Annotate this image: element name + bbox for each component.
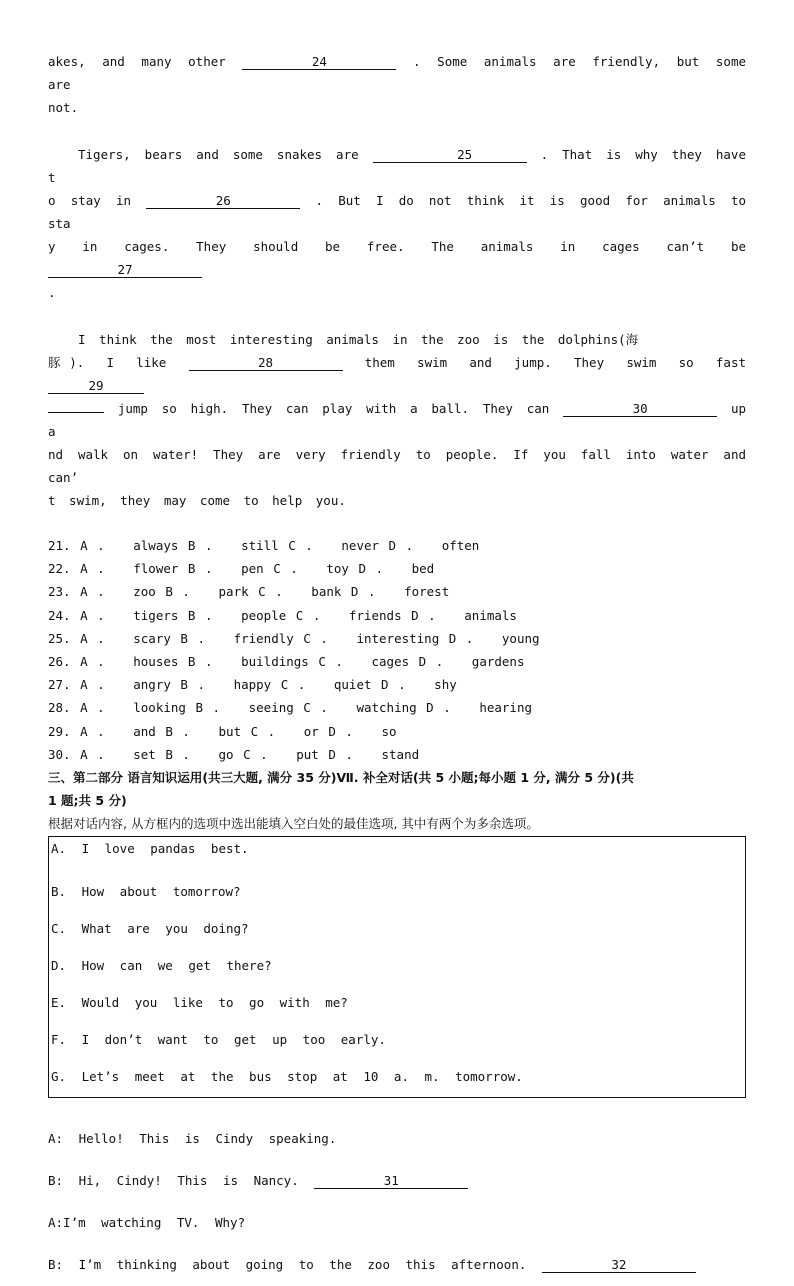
blank-25: 25: [373, 148, 527, 163]
choice-a: A. I love pandas best.: [51, 841, 249, 857]
answer-options: [48, 534, 746, 766]
blank-29: 29: [48, 379, 144, 394]
blank-24: 24: [242, 55, 396, 70]
dialog-line: [48, 1244, 746, 1286]
passage-line: [48, 351, 746, 397]
choice-c: C. What are you doing?: [51, 921, 249, 937]
passage-line: t swim, they may come to help you.: [48, 493, 346, 508]
section-title-continued: 1 题;共 5 分): [48, 793, 127, 809]
choice-b: B. How about tomorrow?: [51, 884, 241, 900]
option-row-21: 21. A . always B . still C . never D . often: [48, 538, 480, 553]
option-row-25: 25. A . scary B . friendly C . interesting D . young: [48, 630, 540, 646]
option-row-24: 24. A . tigers B . people C . friends D . animals: [48, 607, 517, 623]
dialog-text: B: Hi, Cindy! This is Nancy.: [48, 1173, 299, 1189]
blank-29-continued: [48, 412, 104, 413]
passage-text: . That is why they have t: [48, 147, 746, 185]
option-row-28: 28. A . looking B . seeing C . watching D . hearing: [48, 700, 533, 716]
choice-d: D. How can we get there?: [51, 958, 272, 974]
dialog-line: [48, 1160, 746, 1202]
passage-text: them swim and jump. They swim so fast: [364, 355, 746, 370]
dialog-line: A:I’m watching TV. Why?: [48, 1215, 246, 1231]
passage-text: jump so high. They can play with a ball. They can: [117, 401, 550, 416]
blank-30: 30: [563, 402, 717, 417]
passage-line: [48, 189, 746, 235]
blank-28: 28: [189, 356, 343, 371]
passage-line: [48, 397, 746, 443]
section-title: 三、第二部分 语言知识运用(共三大题, 满分 35 分)Ⅶ. 补全对话(共 5 小题;每小题 1 分, 满分 5 分)(共: [48, 770, 634, 786]
passage-line: I think the most interesting animals in the zoo is the dolphins(海: [78, 332, 639, 347]
passage-line: not.: [48, 100, 79, 115]
worksheet-page: [48, 50, 746, 1286]
choice-g: G. Let’s meet at the bus stop at 10 a. m. tomorrow.: [51, 1069, 523, 1085]
section-instruction: 根据对话内容, 从方框内的选项中选出能填入空白处的最佳选项, 其中有两个为多余选项。: [48, 816, 539, 832]
passage-line: .: [48, 285, 56, 300]
dialog: [48, 1118, 746, 1286]
passage-line: nd walk on water! They are very friendly to people. If you fall into water and can’: [48, 447, 746, 485]
choice-e: E. Would you like to go with me?: [51, 995, 348, 1011]
passage-text: . Some animals are friendly, but some are: [48, 54, 747, 92]
passage-text: up a: [48, 401, 747, 439]
passage-line: [48, 50, 746, 96]
passage-text: y in cages. They should be free. The animals in cages can’t be: [48, 239, 746, 254]
blank-32: 32: [542, 1258, 696, 1273]
choice-f: F. I don’t want to get up too early.: [51, 1032, 386, 1048]
dialog-line: A: Hello! This is Cindy speaking.: [48, 1131, 337, 1147]
blank-31: 31: [314, 1174, 468, 1189]
option-row-29: 29. A . and B . but C . or D . so: [48, 723, 397, 739]
passage-text: o stay in: [48, 193, 132, 208]
blank-27: 27: [48, 263, 202, 278]
cloze-passage: [48, 50, 746, 512]
option-row-27: 27. A . angry B . happy C . quiet D . shy: [48, 677, 457, 693]
passage-text: 豚). I like: [48, 355, 167, 370]
option-row-23: 23. A . zoo B . park C . bank D . forest: [48, 584, 450, 600]
option-row-22: 22. A . flower B . pen C . toy D . bed: [48, 561, 435, 577]
passage-text: Tigers, bears and some snakes are: [78, 147, 359, 162]
passage-text: . But I do not think it is good for animals to sta: [48, 193, 747, 231]
option-row-26: 26. A . houses B . buildings C . cages D . gardens: [48, 654, 525, 670]
option-row-30: 30. A . set B . go C . put D . stand: [48, 746, 420, 762]
passage-line: [48, 143, 746, 189]
passage-line: [48, 235, 746, 281]
blank-26: 26: [146, 194, 300, 209]
passage-text: akes, and many other: [48, 54, 226, 69]
choice-box: [48, 836, 746, 1098]
dialog-text: B: I’m thinking about going to the zoo this afternoon.: [48, 1257, 527, 1273]
